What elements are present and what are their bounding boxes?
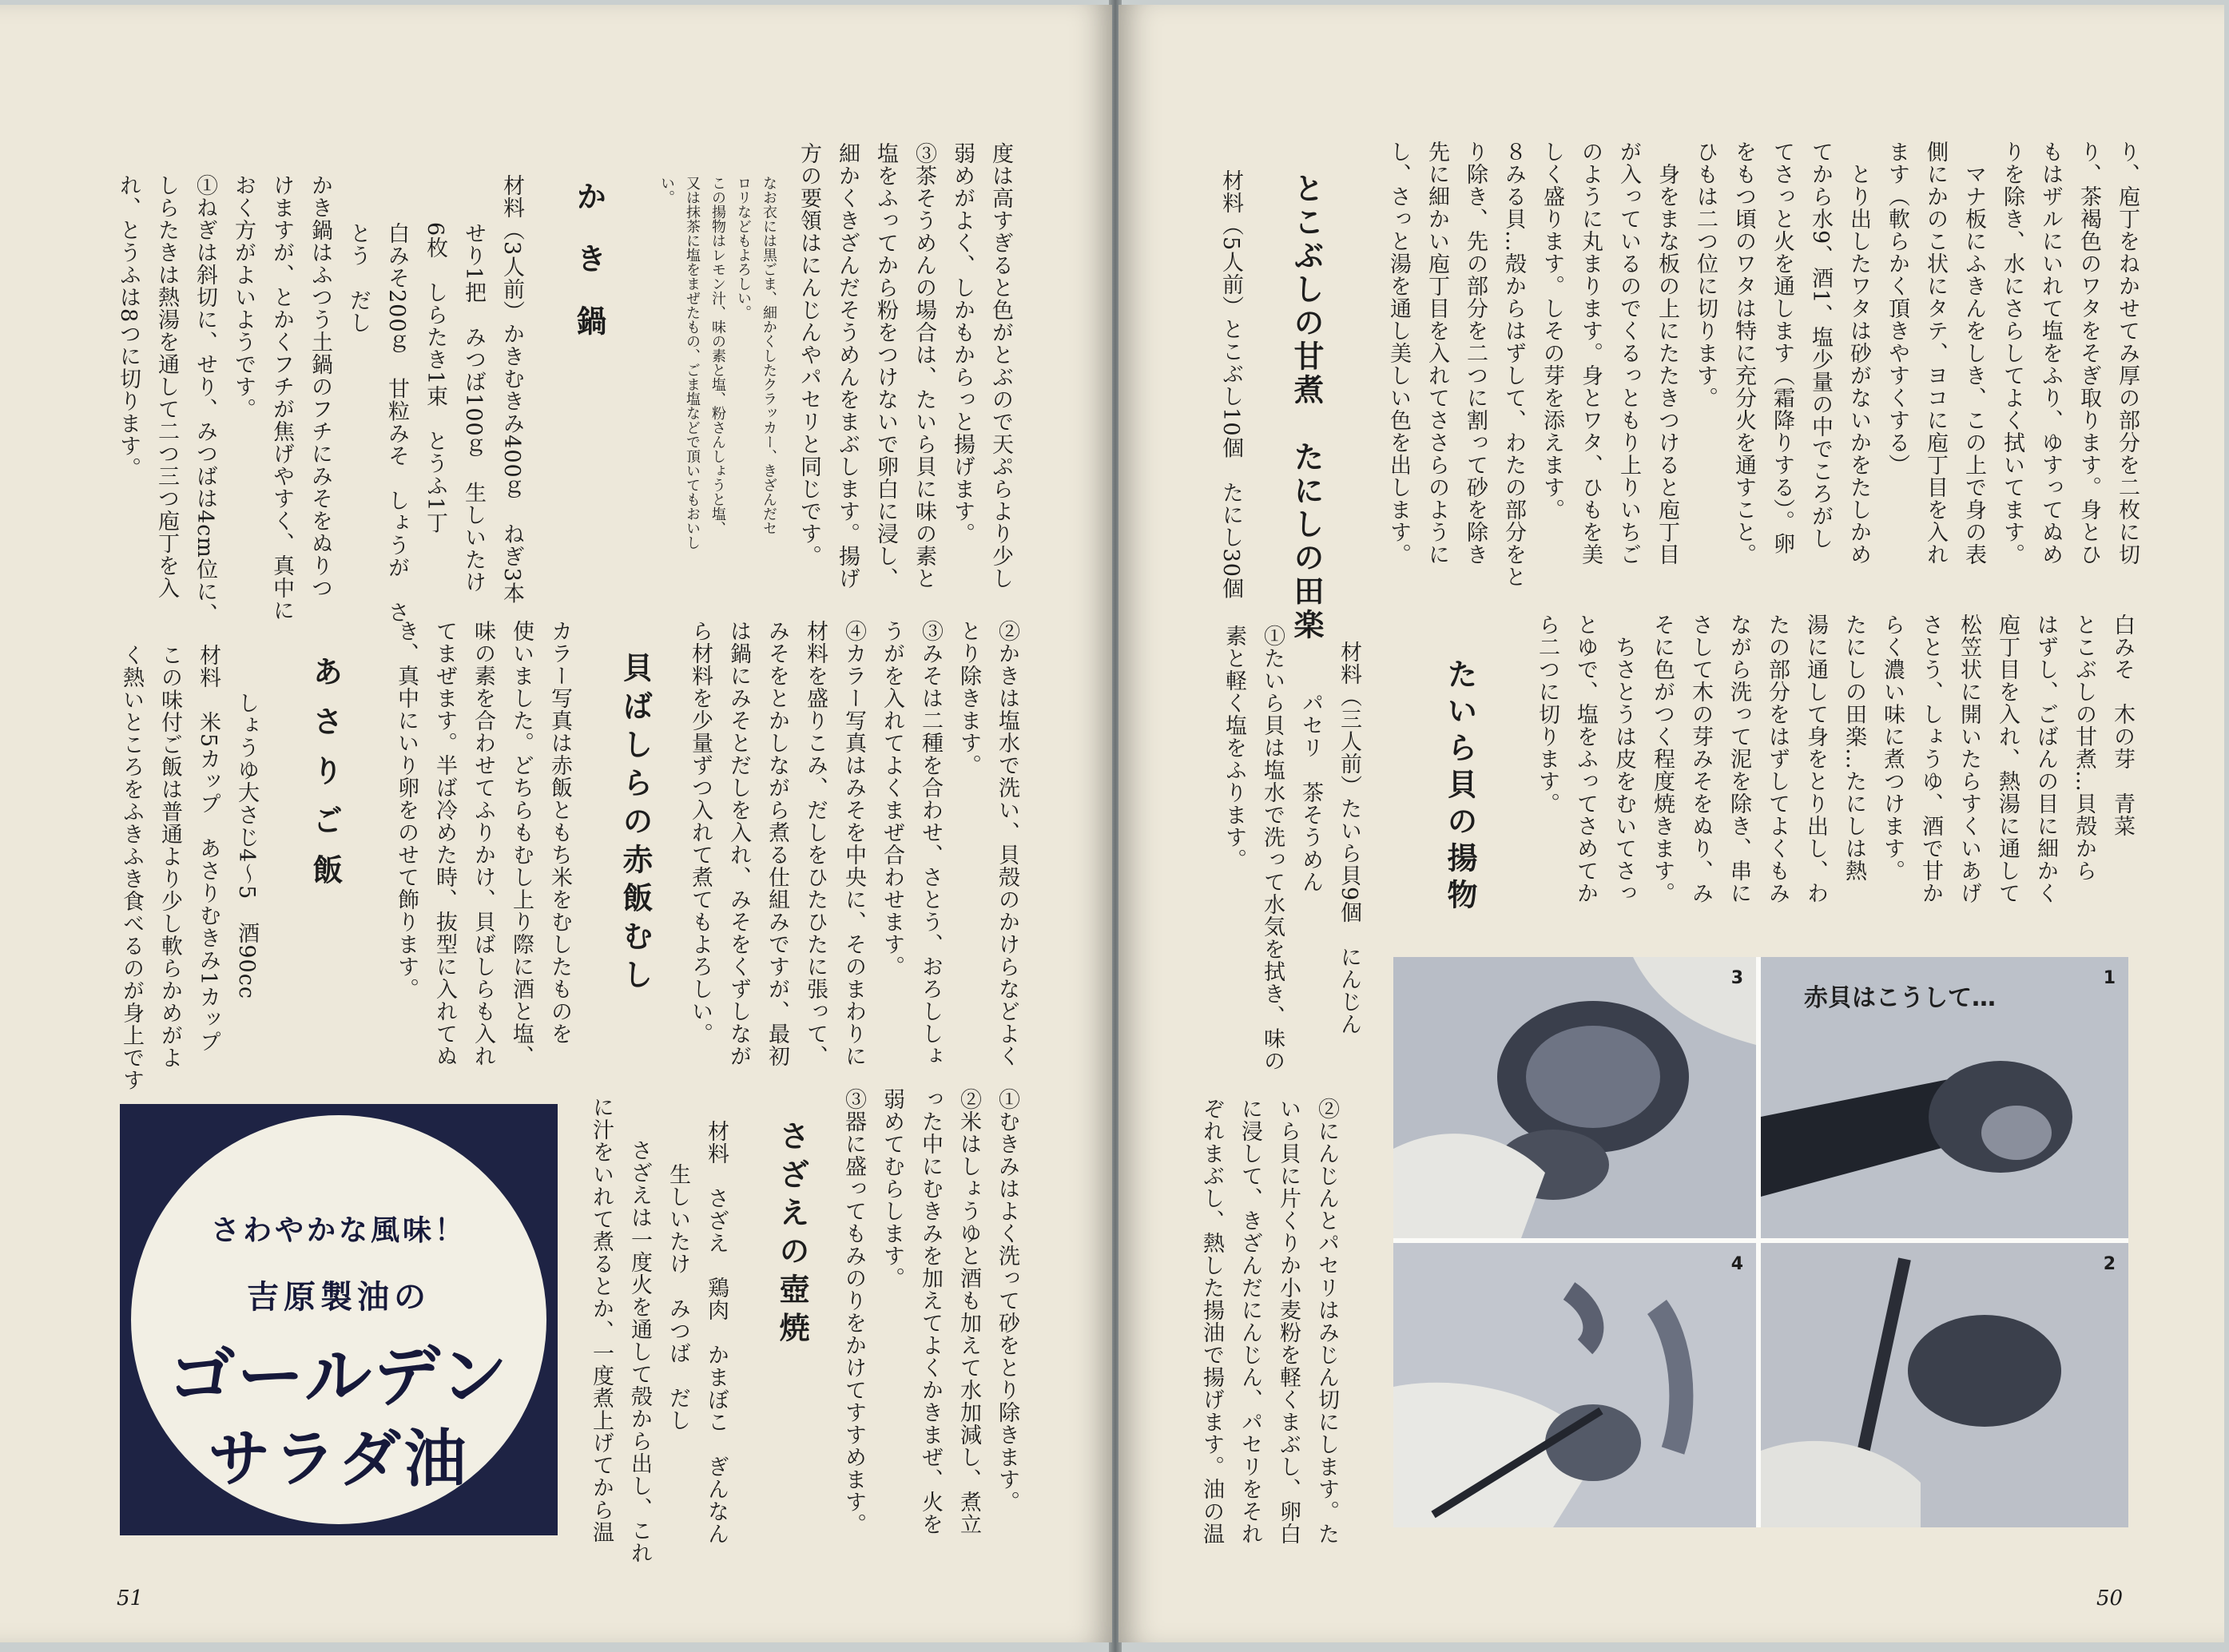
text-column: 細かくきざんだそうめんをまぶします。揚げ <box>835 142 860 590</box>
page-number: 50 <box>2096 1586 2124 1610</box>
text-column: 庖丁目を入れ、熱湯に通して <box>1995 614 2020 904</box>
text-column: ら材料を少量ずつ入れて煮てもよろしい。 <box>688 620 713 1045</box>
note-column: この揚物はレモン汁、味の素と塩、粉さんしょうと塩、 <box>709 176 726 535</box>
section-title-sazae: さざえの壺焼 <box>774 1120 810 1350</box>
photo-number: 3 <box>1730 968 1743 988</box>
text-column: とう だし <box>346 222 371 334</box>
text-column: 味の素を合わせてふりかけ、貝ばしらも入れ <box>471 620 495 1067</box>
note-column: ロリなどもよろしい。 <box>735 176 752 320</box>
text-column: しらたきは熱湯を通して二つ三つ庖丁を入 <box>154 174 179 599</box>
text-column: もはザルにいれて塩をふり、ゆすってぬめ <box>2038 141 2063 566</box>
text-column: とこぶしの甘煮…貝殻から <box>2072 614 2096 882</box>
text-column: ①ねぎは斜切に、せり、みつばは4cm位に、 <box>193 174 217 625</box>
ad-circle <box>131 1115 546 1524</box>
photo-number: 4 <box>1730 1254 1743 1274</box>
text-column: しく盛ります。しその芽を添えます。 <box>1540 141 1564 521</box>
page-number: 51 <box>117 1586 144 1610</box>
photo-2 <box>1761 1243 2128 1527</box>
text-column: カラー写真は赤飯ともち米をむしたものを <box>547 620 572 1045</box>
text-column: しょうゆ大さじ4〜5 酒90cc <box>234 692 259 999</box>
ad-product: サラダ油 <box>208 1424 470 1495</box>
advertisement <box>120 1104 558 1535</box>
text-column: ながら洗って泥を除き、串に <box>1726 614 1751 904</box>
section-title-tokobushi: とこぶしの甘煮 たにしの田楽 <box>1289 173 1325 642</box>
text-column: し、さっと湯を通し美しい色を出します。 <box>1386 141 1411 566</box>
materials-tairagai-2: パセリ 茶そうめん <box>1298 692 1323 893</box>
text-column: 材料（3人前）かきむきみ400ｇ ねぎ3本 <box>499 174 524 605</box>
text-column: 弱めてむらします。 <box>880 1088 904 1289</box>
text-column: り、庖丁をねかせてみ厚の部分を二枚に切 <box>2115 141 2140 566</box>
text-column: てさっと火を通します（霜降りする）。卵 <box>1770 141 1794 555</box>
text-column: はずし、ごばんの目に細かく <box>2033 614 2058 904</box>
text-column: たにしの田楽…たにしは熱 <box>1842 614 1866 882</box>
text-column: ひもは二つ位に切ります。 <box>1693 141 1718 409</box>
text-column: ④カラー写真はみそを中央に、そのまわりに <box>841 620 866 1067</box>
text-column: が入っているのでくるっともり上りいちご <box>1616 141 1641 566</box>
text-column: ます（軟らかく頂きやすくする） <box>1885 141 1909 476</box>
text-column: に浸して、きざんだにんじん、パセリをそれ <box>1238 1098 1262 1545</box>
text-column: き、真中にいり卵をのせて飾ります。 <box>394 620 419 1000</box>
text-column: せり1把 みつば100ｇ 生しいたけ <box>461 222 486 594</box>
photo-caption: 赤貝はこうして… <box>1804 984 1996 1012</box>
text-column: をもつ頃のワタは特に充分火を通すこと。 <box>1731 141 1756 566</box>
text-column: おく方がよいようです。 <box>231 174 256 420</box>
photo-illustration <box>1761 1243 2128 1527</box>
materials-tokobushi: 材料（5人前）とこぶし10個 たにし30個 <box>1218 169 1243 600</box>
text-column: いら貝に片くりか小麦粉を軽くまぶし、卵白 <box>1276 1098 1301 1545</box>
text-column: さして木の芽みそをぬり、み <box>1688 614 1713 904</box>
note-column: い。 <box>658 176 675 205</box>
text-column: り、茶褐色のワタをそぎ取ります。身とひ <box>2076 141 2101 566</box>
section-title-kaibashira: 貝ばしらの赤飯むし <box>618 652 654 997</box>
text-column: とゆで、塩をふってさめてか <box>1573 614 1598 904</box>
text-column: った中にむきみを加えてよくかきまぜ、火を <box>918 1088 943 1535</box>
text-column: 材料 米5カップ あさりむきみ1カップ <box>196 644 221 1054</box>
text-column: みそをとかしながら煮る仕組みですが、最初 <box>765 620 789 1067</box>
text-column: ら二つに切ります。 <box>1535 614 1560 815</box>
text-column: のように丸まります。身とワタ、ひもを美 <box>1578 141 1603 566</box>
text-column: 素と軽く塩をふります。 <box>1222 625 1246 871</box>
section-title-asari: あさりご飯 <box>308 656 344 903</box>
text-column: は鍋にみそとだしを入れ、みそをくずしなが <box>726 620 751 1067</box>
text-column: かき鍋はふつう土鍋のフチにみそをぬりつ <box>308 174 332 599</box>
text-column: けますが、とかくフチが焦げやすく、真中に <box>269 174 294 621</box>
text-column: ②米はしょうゆと酒も加えて水加減し、煮立 <box>956 1088 981 1535</box>
text-column: 度は高すぎると色がとぶので天ぷらより少し <box>988 142 1013 590</box>
text-column: 松笠状に開いたらすくいあげ <box>1957 614 1981 904</box>
section-title-kakinabe: かき鍋 <box>571 181 607 367</box>
text-column: らく濃い味に煮つけます。 <box>1880 614 1905 882</box>
ad-brand: ゴールデン <box>168 1337 510 1416</box>
text-column: 弱めがよく、しかもからっと揚げます。 <box>950 142 975 545</box>
photo-number: 1 <box>2103 968 2116 988</box>
text-column: ③みそは二種を合わせ、さとう、おろししょ <box>918 620 943 1067</box>
photo-grid <box>1393 957 2128 1527</box>
text-column: 身をまな板の上にたたきつけると庖丁目 <box>1655 163 1679 566</box>
text-column: さざえは一度火を通して殻から出し、これ <box>627 1139 652 1564</box>
photo-illustration <box>1393 957 1756 1238</box>
text-column: この味付ご飯は普通より少し軟らかめがよ <box>157 644 182 1069</box>
text-column: 方の要領はにんじんやパセリと同じです。 <box>797 142 821 567</box>
text-column: ②にんじんとパセリはみじん切にします。た <box>1314 1098 1339 1545</box>
text-column: 材料を盛りこみ、だしをひたひたに張って、 <box>803 620 828 1067</box>
text-column: ぞれまぶし、熱した揚油で揚げます。油の温 <box>1199 1098 1224 1545</box>
text-column: ちさとうは皮をむいてさっ <box>1611 636 1636 904</box>
text-column: てまぜます。半ば冷めた時、抜型に入れてぬ <box>432 620 457 1067</box>
text-column: 生しいたけ みつば だし <box>666 1163 690 1432</box>
text-column: ①むきみはよく洗って砂をとり除きます。 <box>995 1088 1019 1513</box>
text-column: ８みる貝…殻からはずして、わたの部分をと <box>1501 141 1526 588</box>
text-column: りを除き、水にさらしてよく拭いてます。 <box>2000 141 2024 566</box>
text-column: 側にかのこ状にタテ、ヨコに庖丁目を入れ <box>1923 141 1948 566</box>
text-column: ③器に盛ってもみのりをかけてすすめます。 <box>841 1088 866 1535</box>
text-column: ②かきは塩水で洗い、貝殻のかけらなどよく <box>995 620 1019 1067</box>
photo-4 <box>1393 1243 1756 1527</box>
photo-illustration <box>1393 1243 1756 1527</box>
text-column: く熱いところをふきふき食べるのが身上です <box>119 644 144 1091</box>
text-column: マナ板にふきんをしき、この上で身の表 <box>1961 163 1986 566</box>
photo-1 <box>1761 957 2128 1238</box>
left-page <box>0 5 1112 1642</box>
section-title-tairagai: たいら貝の揚物 <box>1442 658 1478 915</box>
text-column: てから水9、酒1、塩少量の中でころがし <box>1808 141 1833 550</box>
text-column: 材料 さざえ 鶏肉 かまぼこ ぎんなん <box>704 1120 729 1545</box>
text-column: ①たいら貝は塩水で洗って水気を拭き、味の <box>1260 625 1285 1072</box>
text-column: うがを入れてよくまぜ合わせます。 <box>880 620 904 978</box>
text-column: り除き、先の部分を二つに割って砂を除き <box>1463 141 1488 566</box>
text-column: たの部分をはずしてよくもみ <box>1765 614 1790 904</box>
photo-3 <box>1393 957 1756 1238</box>
text-column: れ、とうふは8つに切ります。 <box>116 174 141 480</box>
ad-tagline: さわやかな風味！ <box>210 1214 467 1247</box>
text-column: 白みそ200ｇ 甘粒みそ しょうが さ <box>384 222 409 624</box>
text-column: ③茶そうめんの場合は、たいら貝に味の素と <box>912 142 936 590</box>
text-column: とり除きます。 <box>956 620 981 776</box>
text-column: 湯に通して身をとり出し、わ <box>1803 614 1828 904</box>
note-column: なお衣には黒ごま、細かくしたクラッカー、きざんだセ <box>761 176 777 535</box>
text-column: に汁をいれて煮るとか、一度煮上げてから温 <box>589 1096 614 1543</box>
photo-number: 2 <box>2103 1254 2116 1274</box>
text-column: 白みそ 木の芽 青菜 <box>2110 614 2135 837</box>
note-column: 又は抹茶に塩をまぜたもの、ごま塩などで頂いてもおいし <box>684 176 701 550</box>
text-column: そに色がつく程度焼きます。 <box>1650 614 1675 904</box>
text-column: さとう、しょうゆ、酒で甘か <box>1918 614 1943 904</box>
ad-company: 吉原製油の <box>247 1279 431 1316</box>
text-column: 先に細かい庖丁目を入れてささらのように <box>1424 141 1449 566</box>
text-column: 使いました。どちらもむし上り際に酒と塩、 <box>509 620 534 1067</box>
text-column: 6枚 しらたき1束 とうふ1丁 <box>423 222 447 534</box>
materials-tairagai: 材料（三人前）たいら貝9個 にんじん <box>1337 641 1361 1036</box>
text-column: 塩をふってから粉をつけないで卵白に浸し、 <box>873 142 898 590</box>
text-column: とり出したワタは砂がないかをたしかめ <box>1846 163 1871 566</box>
